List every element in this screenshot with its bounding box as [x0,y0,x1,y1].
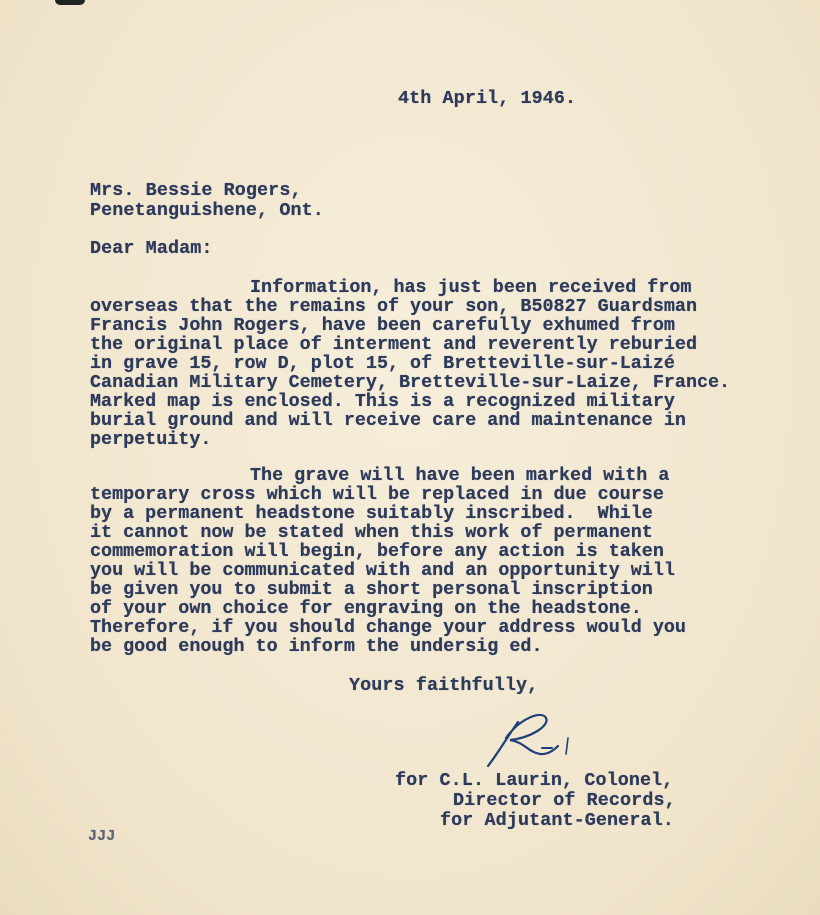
text-line: burial ground and will receive care and maintenance in [90,410,686,431]
text-line: by a permanent headstone suitably inscribed. While [90,503,653,524]
text-line: in grave 15, row D, plot 15, of Bretteville-sur-Laizé [90,353,675,374]
scan-corner-mark [55,0,85,5]
typist-initials: JJJ [88,828,116,845]
text-line: Francis John Rogers, have been carefully exhumed from [90,315,675,336]
text-line: Information, has just been received from [250,277,692,298]
handwritten-signature [480,708,580,770]
text-line: Therefore, if you should change your address would you [90,617,686,638]
text-line: The grave will have been marked with a [250,465,670,486]
text-line: you will be communicated with and an opportunity will [90,560,675,581]
text-line: commemoration will begin, before any action is taken [90,541,664,562]
text-line: Canadian Military Cemetery, Bretteville-sur-Laize, France. [90,372,731,393]
text-line: overseas that the remains of your son, B50827 Guardsman [90,296,697,317]
text-line: temporary cross which will be replaced in due course [90,484,664,505]
paragraph-2 [90,466,686,656]
text-line: the original place of interment and reverently reburied [90,334,697,355]
recipient-name: Mrs. Bessie Rogers, [90,180,302,201]
text-line: it cannot now be stated when this work of permanent [90,522,653,543]
salutation: Dear Madam: [90,238,213,259]
signatory-line-3: for Adjutant-General. [440,810,674,831]
text-line: be good enough to inform the undersig ed. [90,636,543,657]
text-line: Marked map is enclosed. This is a recognized military [90,391,675,412]
signatory-line-2: Director of Records, [453,790,676,811]
signatory-line-1: for C.L. Laurin, Colonel, [395,770,674,791]
text-line: perpetuity. [90,429,212,450]
recipient-address: Penetanguishene, Ont. [90,200,324,221]
text-line: be given you to submit a short personal inscription [90,579,653,600]
closing: Yours faithfully, [349,675,539,696]
letter-date: 4th April, 1946. [398,88,577,109]
text-line: of your own choice for engraving on the headstone. [90,598,642,619]
paragraph-1 [90,278,730,449]
